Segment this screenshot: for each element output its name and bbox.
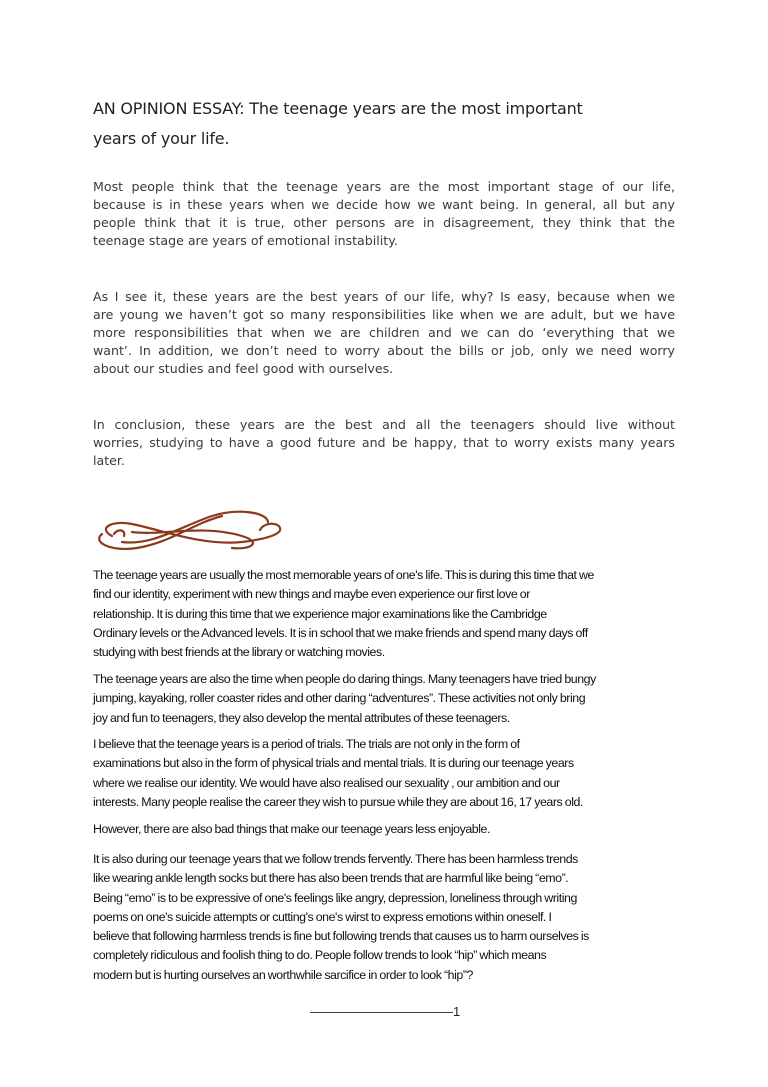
text-line: The teenage years are usually the most memorable years of one's life. This is during this time that we [93, 568, 594, 582]
text-line: studying with best friends at the library or watching movies. [93, 645, 385, 660]
text-line: because is in these years when we decide how we want being. In general, all but any [93, 197, 675, 212]
text-line: are young we haven’t got so many responsibilities like when we are adult, but we have [93, 307, 675, 322]
text-line: later. [93, 453, 125, 468]
essay-title [93, 94, 693, 154]
text-line: poems on one's suicide attempts or cutting's one's wirst to express emotions within oneself. I [93, 909, 552, 924]
text-line: find our identity, experiment with new things and maybe even experience our first love or [93, 587, 530, 602]
text-line: want’. In addition, we don’t need to worry about the bills or job, only we need worry [93, 343, 675, 358]
body-paragraph [93, 670, 675, 728]
text-line: where we realise our identity. We would have also realised our sexuality , our ambition and our [93, 775, 560, 790]
text-line: believe that following harmless trends is fine but following trends that causes us to harm ourselves is [93, 929, 589, 944]
text-line: relationship. It is during this time that we experience major examinations like the Cambridge [93, 606, 547, 621]
page-number: ———————————1 [310, 1004, 461, 1019]
text-line: As I see it, these years are the best years of our life, why? Is easy, because when we [93, 289, 675, 304]
text-line: I believe that the teenage years is a period of trials. The trials are not only in the form of [93, 737, 520, 751]
text-line: interests. Many people realise the career they wish to pursue while they are about 16, 17 years old. [93, 794, 583, 809]
decorative-flourish-icon [92, 506, 286, 554]
text-line: However, there are also bad things that make our teenage years less enjoyable. [93, 822, 490, 836]
essay-paragraph [93, 416, 675, 470]
text-line: worries, studying to have a good future and be happy, that to worry exists many years [93, 435, 675, 450]
text-line: examinations but also in the form of physical trials and mental trials. It is during our teenage years [93, 756, 574, 771]
text-line: like wearing ankle length socks but there has also been trends that are harmful like being “emo”. [93, 871, 569, 886]
title-line: years of your life. [93, 129, 230, 148]
text-line: It is also during our teenage years that we follow trends fervently. There has been harmless trends [93, 852, 578, 866]
text-line: Ordinary levels or the Advanced levels. It is in school that we make friends and spend many days off [93, 625, 588, 640]
text-line: modern but is hurting ourselves an worthwhile sarcifice in order to look “hip”? [93, 967, 473, 982]
essay-paragraph [93, 178, 675, 250]
text-line: teenage stage are years of emotional instability. [93, 233, 398, 248]
text-line: completely ridiculous and foolish thing to do. People follow trends to look “hip” which means [93, 948, 547, 963]
text-line: In conclusion, these years are the best and all the teenagers should live without [93, 417, 675, 432]
body-paragraph [93, 735, 675, 812]
body-paragraph [93, 566, 675, 662]
text-line: Being “emo” is to be expressive of one's feelings like angry, depression, loneliness through writing [93, 890, 577, 905]
text-line: Most people think that the teenage years are the most important stage of our life, [93, 179, 675, 194]
text-line: The teenage years are also the time when people do daring things. Many teenagers have tried bungy [93, 672, 596, 686]
essay-paragraph [93, 288, 675, 378]
text-line: joy and fun to teenagers, they also develop the mental attributes of these teenagers. [93, 710, 510, 725]
body-paragraph [93, 820, 675, 839]
text-line: more responsibilities that when we are children and we can do ‘everything that we [93, 325, 675, 340]
text-line: jumping, kayaking, roller coaster rides and other daring “adventures”. These activities not only bring [93, 691, 586, 706]
body-paragraph [93, 850, 675, 985]
text-line: people think that it is true, other persons are in disagreement, they think that the [93, 215, 675, 230]
text-line: about our studies and feel good with ourselves. [93, 361, 394, 376]
title-line: AN OPINION ESSAY: The teenage years are the most important [93, 99, 583, 118]
